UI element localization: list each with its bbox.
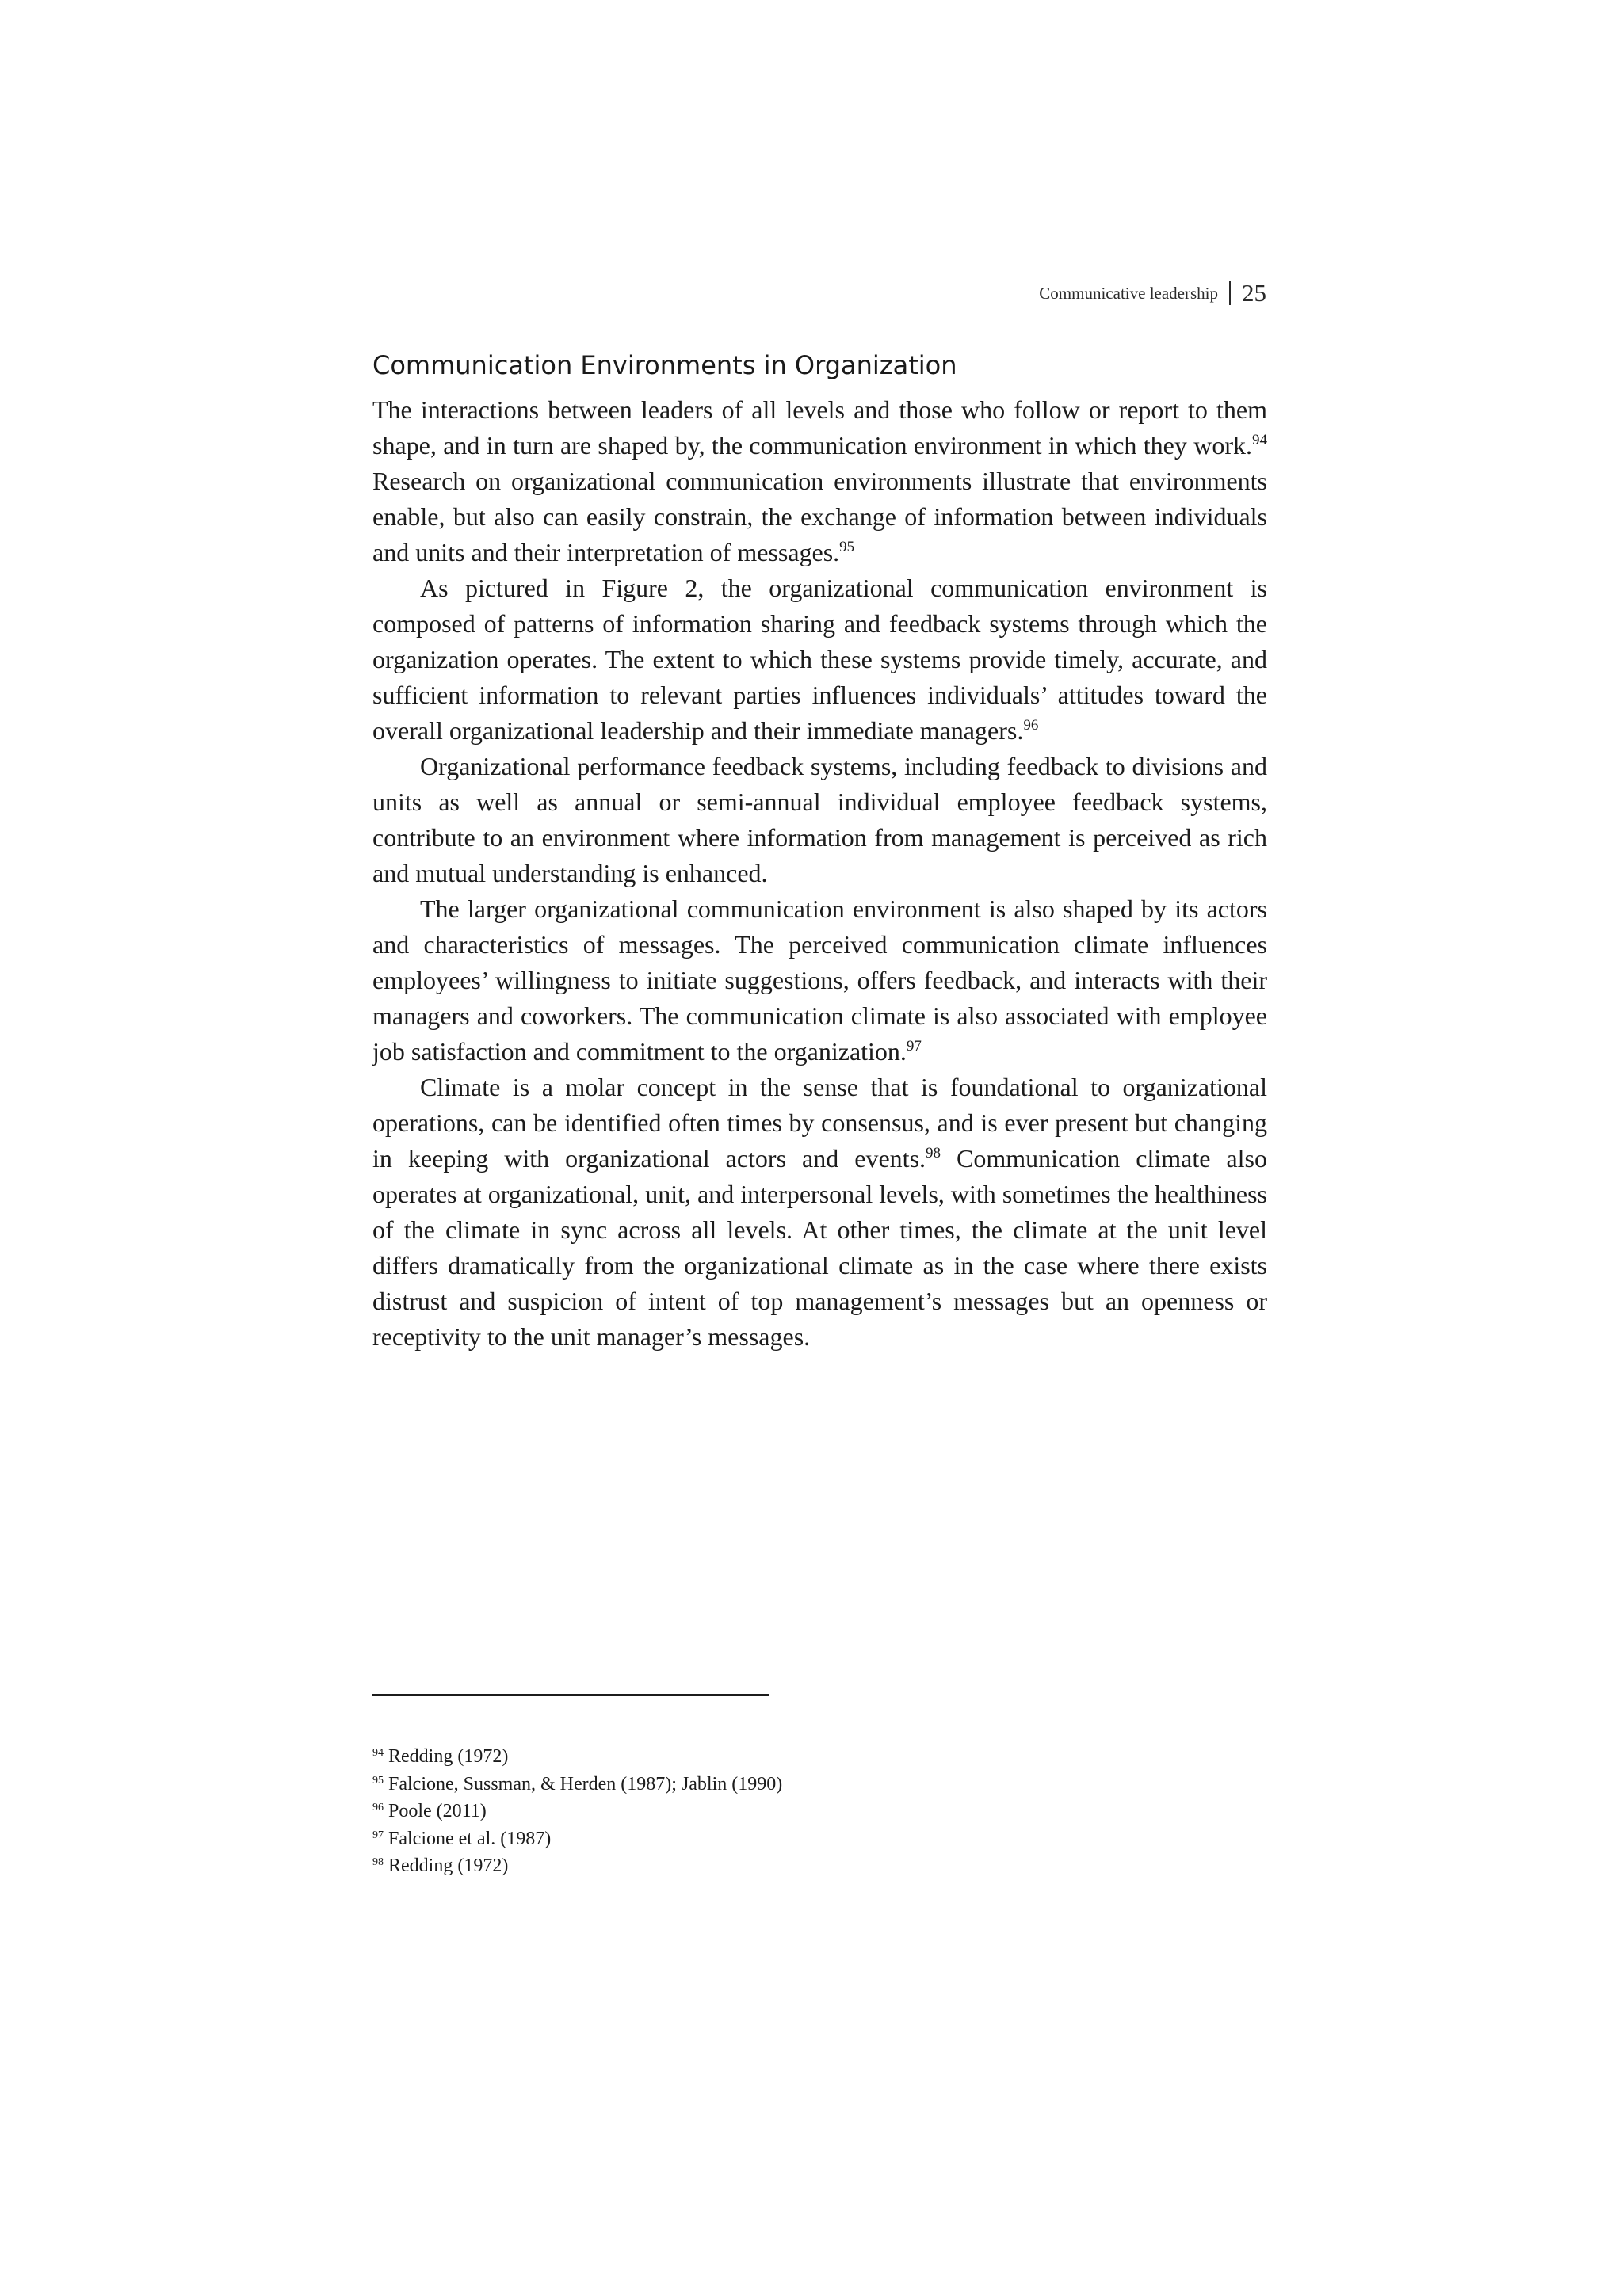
page-number: 25	[1242, 279, 1266, 307]
page-header	[1039, 279, 1266, 307]
footnote-ref-94[interactable]: 94	[1252, 432, 1267, 448]
paragraph-5: Climate is a molar concept in the sense that is foundational to organizational operations, can be identified often times by consensus, and is ever present but changing in keeping with organizational actors and events.$^{98}$ Communication climate also operates at organizational, unit, and interpersonal levels, with sometimes the healthiness of the climate in sync across all levels. At other times, the climate at the unit level differs dramatically from the organizational climate as in the case where there exists distrust and suspicion of intent of top management’s messages but an openness or receptivity to the unit manager’s messages.	[372, 1073, 1268, 1351]
paragraph-2: As pictured in Figure 2, the organizational communication environment is composed of patterns of information sharing and feedback systems through which the organization operates. The extent to which these systems provide timely, accurate, and sufficient information to relevant parties influences individuals’ attitudes toward the overall organizational leadership and their immediate managers.$^{96}$	[372, 574, 1267, 745]
footnotes	[372, 1743, 1267, 1880]
paragraph-1: The interactions between leaders of all levels and those who follow or report to them shape, and in turn are shaped by, the communication environment in which they work.$^{94}$ Research on organizational communication environments illustrate that environments enable, but also can easily constrain, the exchange of information between individuals and units and their interpretation of messages.$^{95}$	[372, 395, 1267, 566]
paragraph-3: Organizational performance feedback systems, including feedback to divisions and units as well as annual or semi-annual individual employee feedback systems, contribute to an environment where information from management is perceived as rich and mutual understanding is enhanced.	[372, 752, 1267, 887]
body-content	[372, 345, 1267, 1355]
footnote-96: $^{96}$ Poole (2011)	[372, 1801, 487, 1821]
section-heading: Communication Environments in Organization	[372, 350, 957, 380]
footnote-ref-98[interactable]: 98	[926, 1145, 941, 1161]
footnote-98: $^{98}$ Redding (1972)	[372, 1855, 509, 1876]
header-divider	[1229, 281, 1231, 305]
paragraph-4: The larger organizational communication environment is also shaped by its actors and characteristics of messages. The perceived communication climate influences employees’ willingness to initiate suggestions, offers feedback, and interacts with their managers and coworkers. The communication climate is also associated with employee job satisfaction and commitment to the organization.$^{97}$	[372, 894, 1267, 1066]
footnote-94: $^{94}$ Redding (1972)	[372, 1746, 509, 1767]
running-title: Communicative leadership	[1039, 283, 1218, 303]
footnote-ref-95[interactable]: 95	[839, 539, 855, 555]
footnote-ref-97[interactable]: 97	[906, 1038, 922, 1055]
footnote-ref-96[interactable]: 96	[1023, 717, 1039, 734]
footnote-97: $^{97}$ Falcione et al. (1987)	[372, 1828, 552, 1849]
footnote-separator	[372, 1694, 769, 1696]
footnote-95: $^{95}$ Falcione, Sussman, & Herden (1987); Jablin (1990)	[372, 1773, 783, 1794]
